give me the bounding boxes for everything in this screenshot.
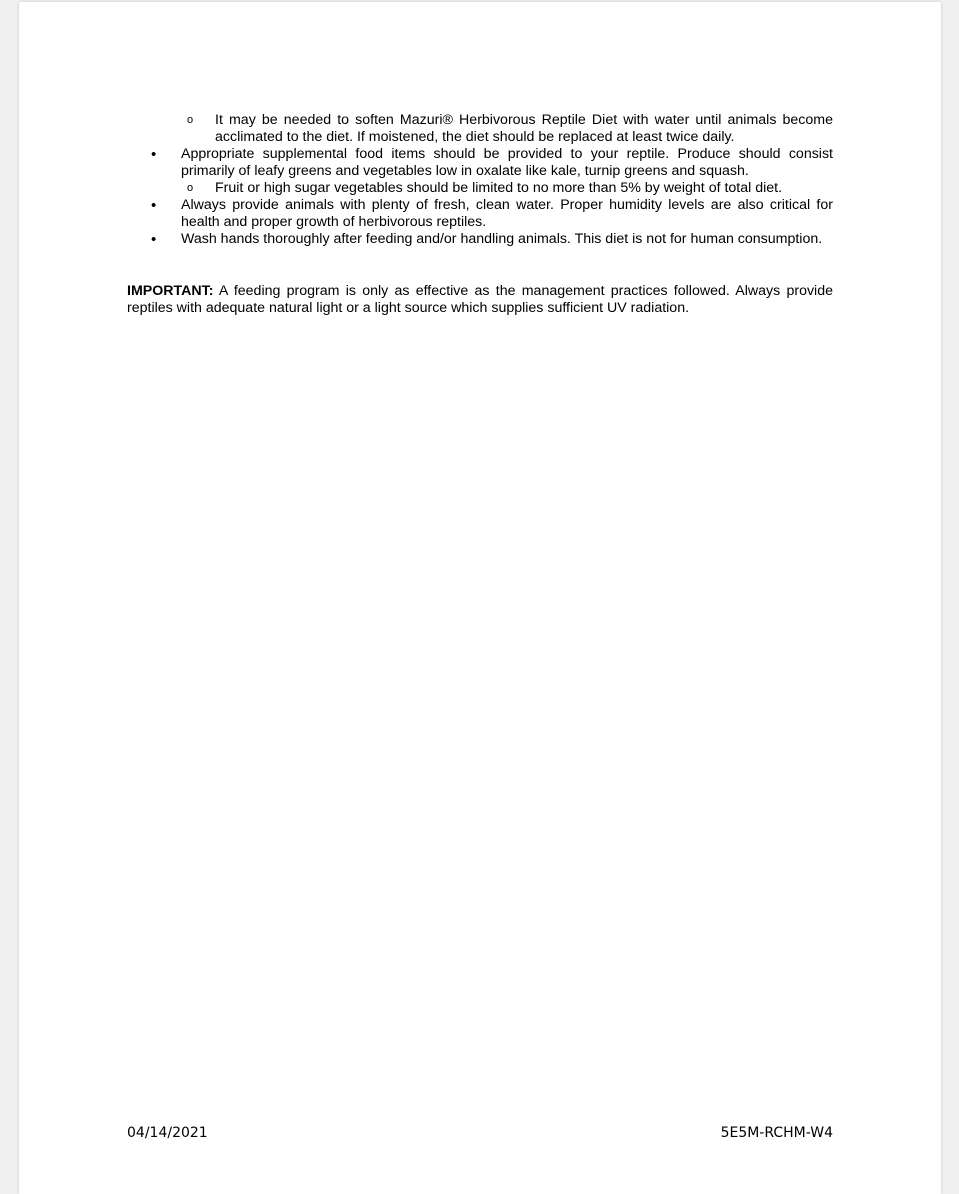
list-item-water-humidity (127, 197, 833, 231)
list-item-text: Wash hands thoroughly after feeding and/or handling animals. This diet is not for human consumption. (181, 231, 823, 247)
list-item-supplemental-food (127, 146, 833, 180)
bullet-icon: • (151, 231, 157, 248)
list-item-text: It may be needed to soften Mazuri® Herbivorous Reptile Diet with water until animals become acclimated to the diet. If moistened, the diet should be replaced at least twice daily. (215, 112, 833, 145)
list-item-soften-diet (127, 112, 833, 146)
footer-date: 04/14/2021 (127, 1125, 208, 1141)
bullet-icon: • (151, 197, 157, 214)
list-item-fruit-limit (127, 180, 833, 197)
bullet-icon: • (151, 146, 157, 163)
list-item-text: Fruit or high sugar vegetables should be limited to no more than 5% by weight of total diet. (215, 180, 783, 196)
important-note (127, 283, 833, 317)
list-item-wash-hands (127, 231, 833, 248)
list-item-text: Appropriate supplemental food items should be provided to your reptile. Produce should consist primarily of leafy greens and vegetables low in oxalate like kale, turnip greens and squash. (181, 146, 833, 179)
page-content (127, 112, 833, 317)
document-page (19, 2, 941, 1194)
important-text: A feeding program is only as effective as the management practices followed. Always provide reptiles with adequate natural light or a light source which supplies sufficient UV radiation. (127, 283, 833, 316)
circle-bullet-icon: o (187, 182, 194, 194)
important-label: IMPORTANT: (127, 283, 214, 299)
list-item-text: Always provide animals with plenty of fresh, clean water. Proper humidity levels are also critical for health and proper growth of herbivorous reptiles. (181, 197, 833, 230)
footer-document-code: 5E5M-RCHM-W4 (720, 1125, 833, 1141)
circle-bullet-icon: o (187, 114, 194, 126)
